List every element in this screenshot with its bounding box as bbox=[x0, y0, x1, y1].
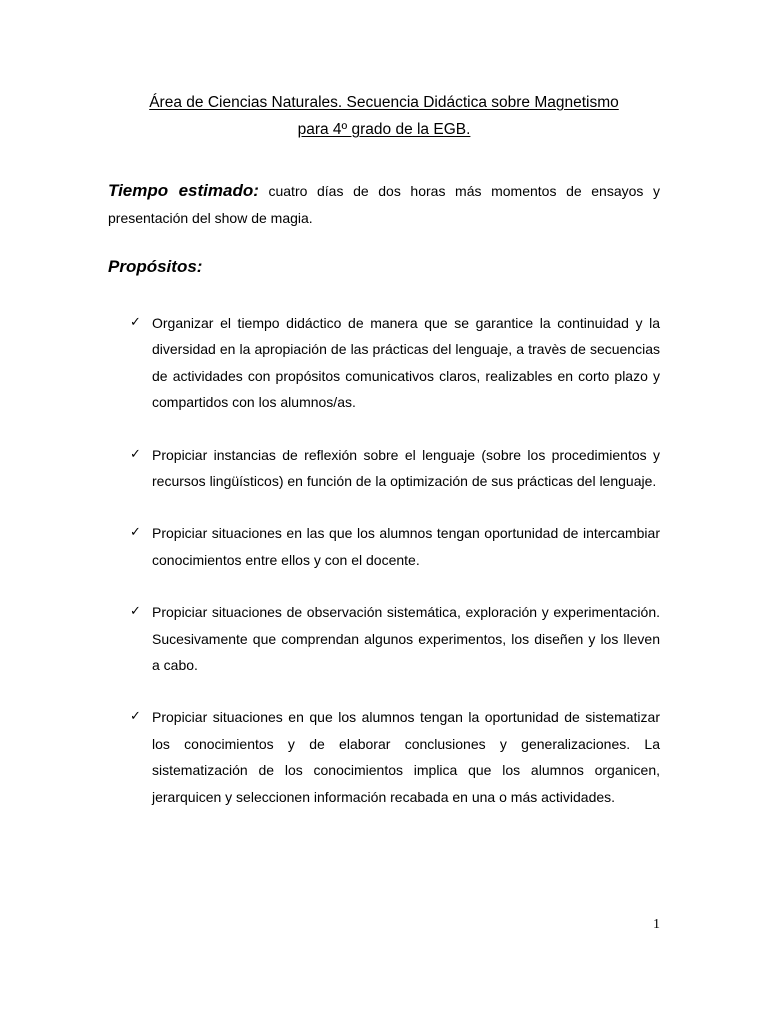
check-icon: ✓ bbox=[130, 315, 141, 330]
list-item-text: Propiciar instancias de reflexión sobre el lenguaje (sobre los procedimientos y recursos lingüísticos) en función de la optimización de sus prácticas del lenguaje. bbox=[152, 446, 660, 490]
check-icon: ✓ bbox=[130, 446, 141, 462]
list-item bbox=[130, 599, 660, 678]
list-item-text: Propiciar situaciones en las que los alumnos tengan oportunidad de intercambiar conocimientos entre ellos y con el docente. bbox=[152, 525, 660, 568]
tiempo-estimado-label: Tiempo estimado: bbox=[108, 181, 259, 200]
list-item-text: Propiciar situaciones en que los alumnos tengan la oportunidad de sistematizar los conocimientos y de elaborar conclusiones y generalizaciones. La sistematización de los conocimientos implica que los alumnos organicen, jerarquicen y seleccionen información recabada en una o más actividades. bbox=[152, 709, 660, 805]
list-item bbox=[130, 520, 660, 573]
propositos-heading: Propósitos: bbox=[108, 257, 203, 276]
list-item bbox=[130, 442, 660, 495]
page-number: 1 bbox=[653, 917, 660, 932]
document-title-line-2: para 4º grado de la EGB. bbox=[297, 121, 471, 138]
check-icon: ✓ bbox=[130, 709, 141, 725]
tiempo-estimado-text: cuatro días de dos horas más momentos de ensayos y presentación del show de magia. bbox=[108, 183, 660, 226]
check-icon: ✓ bbox=[130, 525, 141, 541]
list-item-text: Organizar el tiempo didáctico de manera que se garantice la continuidad y la diversidad en la apropiación de las prácticas del lenguaje, a travès de secuencias de actividades con propósitos comunicativos claros, realizables en corto plazo y compartidos con los alumnos/as. bbox=[152, 315, 660, 411]
check-icon: ✓ bbox=[130, 604, 141, 620]
list-item bbox=[130, 704, 660, 810]
tiempo-estimado-paragraph bbox=[108, 177, 660, 232]
document-title-line-1: Área de Ciencias Naturales. Secuencia Didáctica sobre Magnetismo bbox=[149, 94, 619, 111]
list-item-text: Propiciar situaciones de observación sistemática, exploración y experimentación. Sucesivamente que comprendan algunos experimentos, los diseñen y los lleven a cabo. bbox=[152, 604, 660, 674]
list-item bbox=[130, 310, 660, 416]
propositos-list bbox=[130, 310, 660, 836]
